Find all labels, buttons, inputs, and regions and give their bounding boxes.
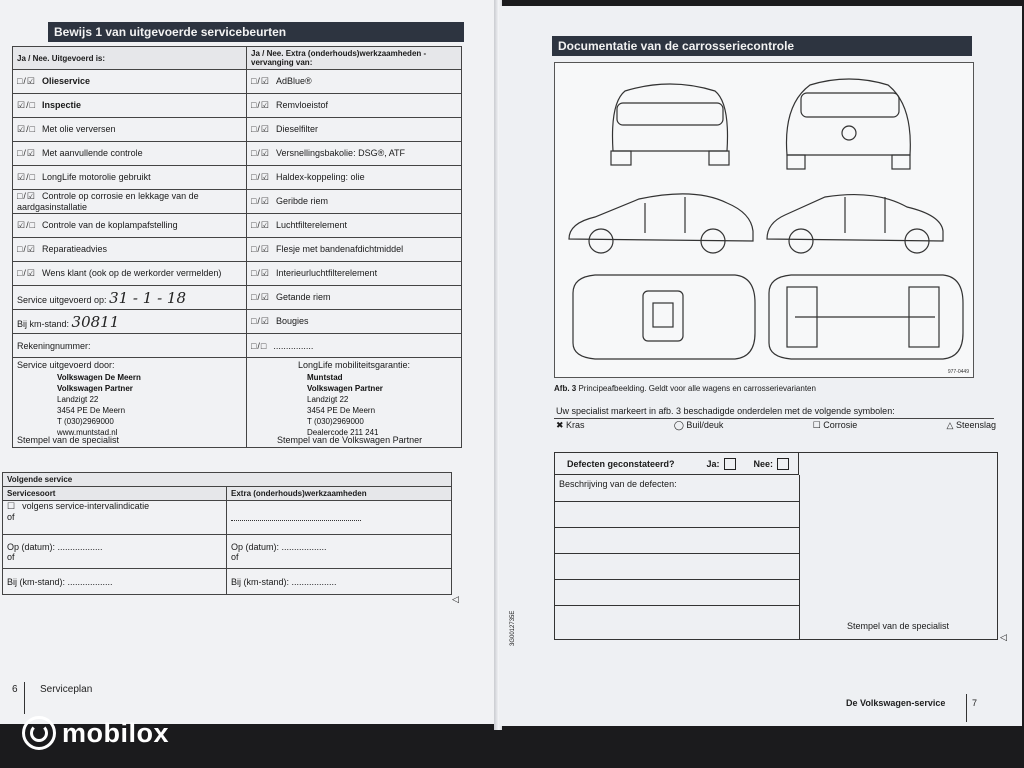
blank-line[interactable] [231, 520, 361, 521]
table-row [13, 142, 462, 166]
next-col2: Extra (onderhouds)werkzaamheden [227, 487, 452, 501]
row-label: Met aanvullende controle [42, 148, 143, 158]
checkbox[interactable]: ☑/□ [17, 100, 37, 110]
table-row [3, 535, 452, 569]
mobilox-logo [22, 716, 169, 750]
service-proof-header: Bewijs 1 van uitgevoerde servicebeurten [48, 22, 464, 42]
checkbox[interactable]: □/□ [251, 340, 268, 351]
page-number: 6 [12, 684, 18, 695]
caption-text: Principeafbeelding. Geldt voor alle wagens en carrosserievarianten [578, 384, 816, 393]
next-col1: Servicesoort [3, 487, 227, 501]
table-row [13, 262, 462, 286]
stamp-line: Volkswagen Partner [307, 384, 383, 393]
stamp-line: 3454 PE De Meern [57, 406, 126, 415]
checkbox[interactable]: □/☑ [17, 76, 37, 86]
row-label: Dieselfilter [276, 124, 319, 134]
stamp-label: Stempel van de Volkswagen Partner [277, 435, 423, 445]
interval-label: volgens service-intervalindicatie [22, 501, 150, 511]
dent-symbol: ◯ Buil/deuk [673, 420, 724, 430]
invoice-label: Rekeningnummer: [17, 340, 91, 351]
right-page [500, 6, 1022, 726]
divider [799, 475, 800, 639]
service-checklist-table [12, 46, 462, 448]
of-label: of [7, 512, 15, 522]
stamp-line: Volkswagen De Meern [57, 373, 141, 382]
row-label: Bougies [276, 316, 309, 326]
row-label: Controle op corrosie en lekkage van de aardgasinstallatie [17, 191, 199, 212]
mobilox-logo-icon [22, 716, 56, 750]
row-label: Luchtfilterelement [276, 220, 348, 230]
checkbox[interactable]: □/☑ [251, 268, 271, 278]
no-label: Nee: [753, 458, 774, 469]
service-date-value[interactable]: 31 - 1 - 18 [109, 288, 187, 307]
stone-chip-symbol: △ Steenslag [946, 420, 996, 430]
logo-text: mobilox [62, 717, 170, 748]
row-label: Remvloeistof [276, 100, 329, 110]
body-check-header: Documentatie van de carrosseriecontrole [552, 36, 972, 56]
checkbox[interactable]: □/☑ [17, 244, 37, 254]
checkbox[interactable]: □/☑ [17, 191, 37, 201]
page-number: 7 [972, 698, 978, 708]
row-label: Olieservice [42, 76, 91, 86]
checkbox[interactable]: □/☑ [17, 148, 37, 158]
row-label: ................ [273, 340, 314, 351]
of-label: of [231, 551, 239, 562]
service-date-label: Service uitgevoerd op: [17, 294, 107, 305]
row-label: Wens klant (ook op de werkorder vermelden) [42, 268, 222, 278]
stamp-line: 3454 PE De Meern [307, 406, 376, 415]
table-row [13, 334, 462, 358]
stamp-line: T (030)2969000 [57, 417, 114, 426]
checkbox[interactable]: ☑/□ [17, 220, 37, 230]
checkbox[interactable]: □/☑ [251, 292, 271, 302]
next-km-label: Bij (km-stand): .................. [231, 576, 337, 587]
figure-caption [554, 384, 816, 393]
dealer-stamp [57, 372, 242, 438]
row-label: Met olie verversen [42, 124, 116, 134]
longlife-label: LongLife mobiliteitsgarantie: [297, 360, 411, 370]
car-outline-diagram [555, 63, 973, 377]
checkbox[interactable]: ☑/□ [17, 124, 37, 134]
table-row [13, 70, 462, 94]
table-row [13, 238, 462, 262]
stamp-line: T (030)2969000 [307, 417, 364, 426]
continue-arrow-icon: ◁ [452, 594, 459, 604]
checkbox[interactable]: □/☑ [251, 76, 271, 86]
checkbox[interactable]: □/☑ [251, 196, 271, 206]
service-by-label: Service uitgevoerd door: [17, 360, 115, 370]
table-row [13, 310, 462, 334]
scratch-symbol: ✖ Kras [556, 420, 585, 430]
next-date-label: Op (datum): .................. [231, 541, 327, 552]
row-label: Inspectie [42, 100, 82, 110]
checkbox[interactable]: □/☑ [251, 316, 271, 326]
stamp-label: Stempel van de specialist [17, 435, 120, 445]
checkbox[interactable]: □/☑ [251, 172, 271, 182]
stamp-line: www.muntstad.nl [57, 428, 118, 437]
km-value[interactable]: 30811 [71, 312, 120, 331]
checkbox[interactable]: □/☑ [17, 268, 37, 278]
row-label: Getande riem [276, 292, 331, 302]
car-diagram [554, 62, 974, 378]
checkbox[interactable]: ☑/□ [17, 172, 37, 182]
next-service-header: Volgende service [3, 473, 452, 487]
specialist-stamp-label: Stempel van de specialist [847, 621, 950, 631]
description-label: Beschrijving van de defecten: [559, 479, 677, 489]
stamp-line: Dealercode 211 241 [307, 428, 379, 437]
row-label: Haldex-koppeling: olie [276, 172, 365, 182]
stamp-row [13, 358, 462, 448]
table-row [13, 94, 462, 118]
partner-stamp [307, 372, 457, 438]
yes-checkbox[interactable] [724, 458, 736, 470]
table-row [3, 569, 452, 595]
description-line[interactable] [555, 579, 799, 580]
document-code: 3G0012735E [510, 610, 516, 646]
defects-question [555, 453, 799, 475]
checkbox[interactable]: □/☑ [251, 148, 271, 158]
yes-label: Ja: [706, 458, 720, 469]
stamp-line: Muntstad [307, 373, 343, 382]
km-label: Bij km-stand: [17, 318, 70, 329]
symbol-legend [556, 420, 996, 431]
left-page [0, 0, 496, 724]
stamp-line: Landzigt 22 [307, 395, 349, 404]
divider [966, 694, 967, 722]
row-label: Interieurluchtfilterelement [276, 268, 378, 278]
table-row [3, 501, 452, 535]
row-label: AdBlue® [276, 76, 312, 86]
col1-header: Ja / Nee. Uitgevoerd is: [13, 47, 247, 70]
stamp-line: Landzigt 22 [57, 395, 99, 404]
next-date-label: Op (datum): .................. [7, 541, 103, 552]
continue-arrow-icon: ◁ [1000, 632, 1007, 642]
checkbox[interactable]: □/☑ [251, 220, 271, 230]
table-row [13, 214, 462, 238]
row-label: Reparatieadvies [42, 244, 108, 254]
figure-code: 977-0449 [947, 369, 969, 375]
description-line[interactable] [555, 501, 799, 502]
description-line[interactable] [555, 605, 799, 606]
divider [554, 418, 994, 419]
of-label: of [7, 551, 15, 562]
defects-section [554, 452, 998, 640]
stamp-line: Volkswagen Partner [57, 384, 133, 393]
caption-label: Afb. 3 [554, 384, 577, 393]
checkbox[interactable]: □/☑ [251, 124, 271, 134]
table-row [13, 118, 462, 142]
page-label: De Volkswagen-service [846, 698, 946, 708]
no-checkbox[interactable] [777, 458, 789, 470]
checkbox[interactable]: □/☑ [251, 100, 271, 110]
description-line[interactable] [555, 553, 799, 554]
checkbox[interactable]: □/☑ [251, 244, 271, 254]
marking-instructions: Uw specialist markeert in afb. 3 beschadigde onderdelen met de volgende symbolen: [556, 406, 895, 416]
col2-header: Ja / Nee. Extra (onderhouds)werkzaamheden - vervanging van: [247, 47, 462, 70]
row-label: LongLife motorolie gebruikt [42, 172, 151, 182]
checkbox[interactable]: ☐ [7, 501, 17, 511]
page-label: Serviceplan [40, 684, 93, 695]
table-row [13, 190, 462, 214]
corrosion-symbol: ☐ Corrosie [812, 420, 858, 430]
table-row [13, 166, 462, 190]
row-label: Geribde riem [276, 196, 329, 206]
row-label: Flesje met bandenafdichtmiddel [276, 244, 404, 254]
row-label: Versnellingsbakolie: DSG®, ATF [276, 148, 406, 158]
next-km-label: Bij (km-stand): .................. [7, 576, 113, 587]
table-row [13, 286, 462, 310]
row-label: Controle van de koplampafstelling [42, 220, 178, 230]
defects-label: Defecten geconstateerd? [567, 458, 675, 469]
description-line[interactable] [555, 527, 799, 528]
next-service-table [2, 472, 452, 595]
divider [24, 682, 25, 714]
